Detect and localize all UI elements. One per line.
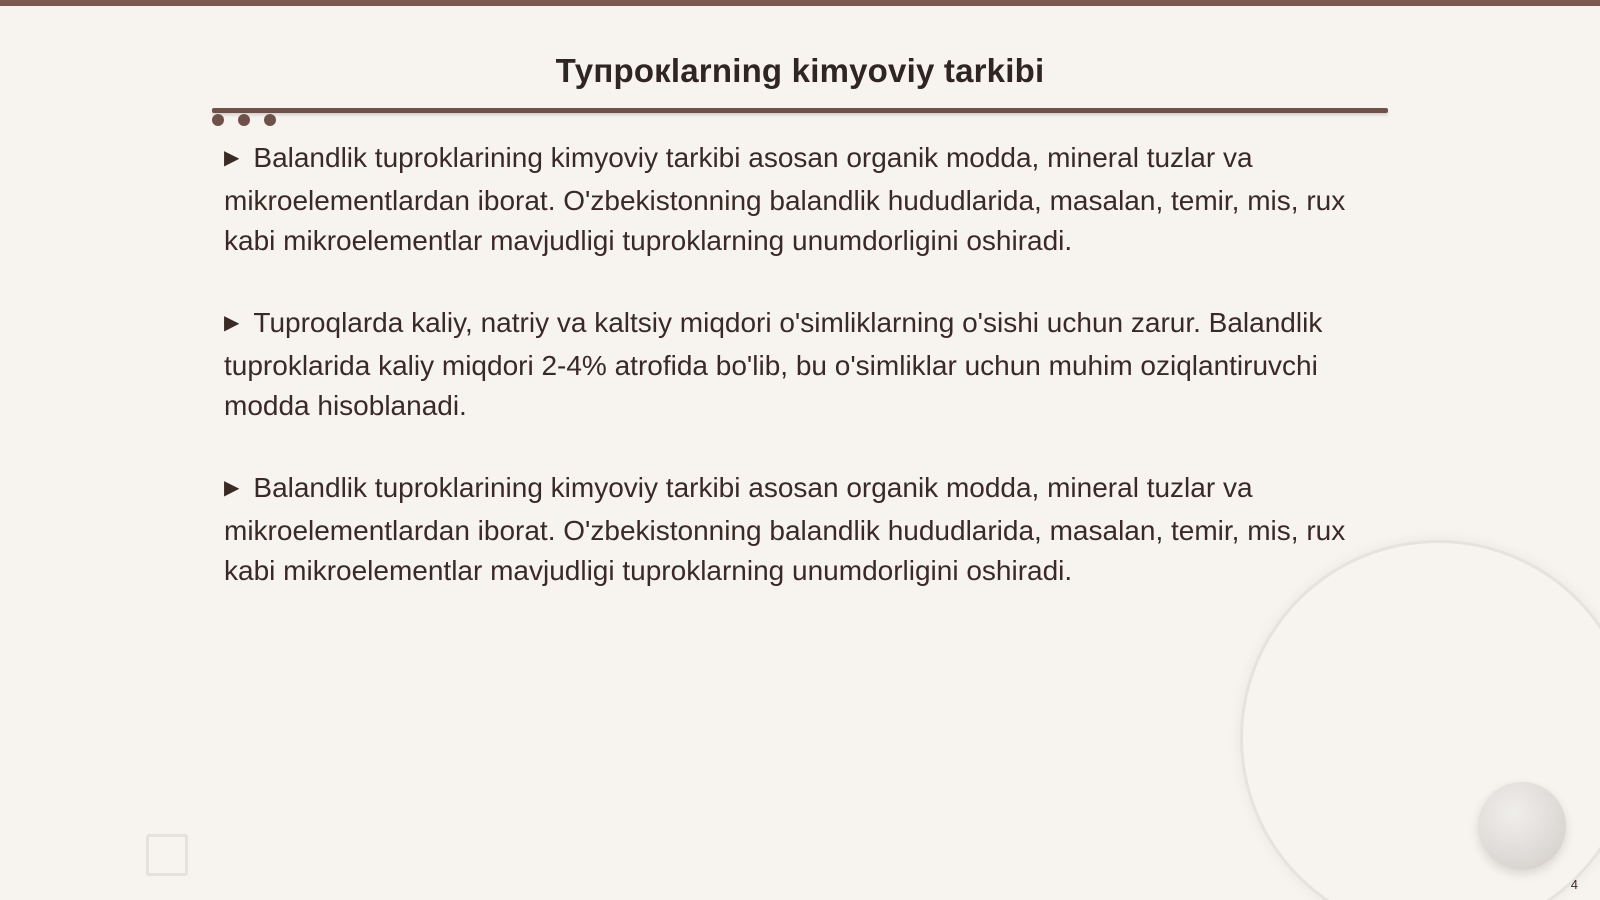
bullet-item	[224, 138, 1394, 261]
title-underline	[212, 108, 1388, 113]
bullet-text: Tuproqlarda kaliy, natriy va kaltsiy miqdori o'simliklarning o'sishi uchun zarur. Balandlik tuproklarida kaliy miqdori 2-4% atrofida bo'lib, bu o'simliklar uchun muhim oziqlantiruvchi modda hisoblanadi.	[224, 307, 1323, 421]
triangle-right-icon: ▶	[224, 312, 240, 334]
slide-title: Тупрокlarning kimyoviy tarkibi	[555, 52, 1045, 89]
bullet-text: Balandlik tuproklarining kimyoviy tarkibi asosan organik modda, mineral tuzlar va mikroelementlardan iborat. O'zbekistonning balandlik hududlarida, masalan, temir, mis, rux kabi mikroelementlar mavjudligi tuproklarning unumdorligini oshiradi.	[224, 472, 1346, 586]
decorative-ball	[1478, 782, 1566, 870]
top-accent-bar	[0, 0, 1600, 6]
page-number: 4	[1570, 877, 1578, 892]
decorative-dot	[264, 114, 276, 126]
decorative-square	[146, 834, 188, 876]
triangle-right-icon: ▶	[224, 477, 240, 499]
bullet-item	[224, 468, 1394, 591]
bullet-list	[224, 138, 1394, 633]
triangle-right-icon: ▶	[224, 147, 240, 169]
decorative-dot	[238, 114, 250, 126]
bullet-item	[224, 303, 1394, 426]
bullet-text: Balandlik tuproklarining kimyoviy tarkibi asosan organik modda, mineral tuzlar va mikroelementlardan iborat. O'zbekistonning balandlik hududlarida, masalan, temir, mis, rux kabi mikroelementlar mavjudligi tuproklarning unumdorligini oshiradi.	[224, 142, 1346, 256]
decorative-dot	[212, 114, 224, 126]
